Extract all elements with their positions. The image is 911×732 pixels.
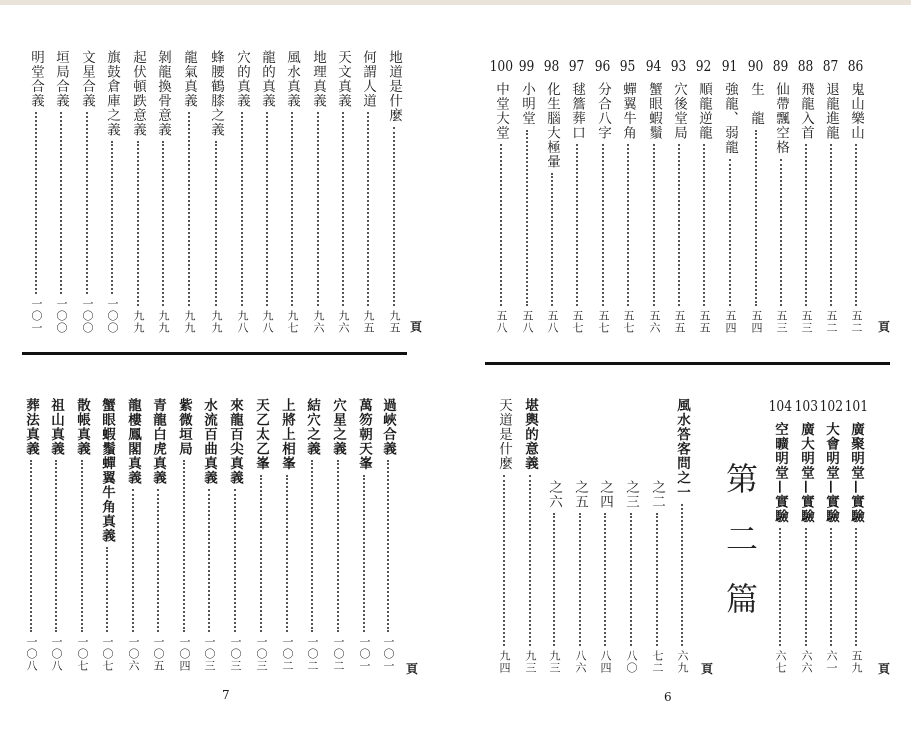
toc-entry-title: 生 龍 — [748, 82, 764, 126]
toc-entry-page: 一〇二 — [281, 636, 294, 672]
toc-entry — [122, 398, 144, 672]
toc-entry-title: 之四 — [597, 480, 613, 509]
toc-entry — [224, 398, 246, 672]
toc-entry — [25, 50, 47, 334]
toc-entry-title: 天乙太乙峯 — [253, 398, 269, 471]
toc-entry — [769, 398, 791, 674]
toc-entry-page: 一〇〇 — [106, 298, 119, 334]
dot-leader — [830, 144, 832, 306]
toc-entry — [45, 398, 67, 672]
toc-entry — [490, 58, 512, 334]
toc-entry-page: 九六 — [337, 310, 350, 334]
dot-leader — [678, 144, 680, 306]
toc-entry-number: 99 — [519, 57, 535, 75]
dot-leader — [656, 513, 658, 646]
dot-leader — [387, 460, 389, 632]
toc-entry-page: 六九 — [676, 650, 689, 674]
toc-entry-number: 92 — [696, 57, 712, 75]
toc-entry — [646, 480, 668, 674]
toc-entry — [671, 398, 693, 674]
toc-entry — [50, 50, 72, 334]
toc-entry-title: 結穴之義 — [304, 398, 320, 456]
toc-entry-page: 六一 — [825, 650, 838, 674]
toc-entry — [147, 398, 169, 672]
toc-entry-page: 一〇八 — [25, 636, 38, 672]
toc-entry-page: 九三 — [524, 650, 537, 674]
toc-entry-page: 一〇四 — [178, 636, 191, 672]
toc-entry-title: 分合八字 — [595, 82, 611, 140]
toc-entry-title: 廣大明堂—實驗 — [798, 422, 814, 524]
toc-entry — [820, 58, 842, 334]
toc-entry-number: 88 — [798, 57, 814, 75]
toc-entry-title: 大會明堂—實驗 — [823, 422, 839, 524]
toc-entry-page: 五八 — [495, 310, 508, 334]
toc-entry — [541, 58, 563, 334]
toc-entry-page: 六七 — [774, 650, 787, 674]
toc-entry-title: 明堂合義 — [28, 50, 44, 108]
divider-right — [485, 362, 890, 365]
toc-entry — [795, 398, 817, 674]
toc-entry-title: 文星合義 — [79, 50, 95, 108]
dot-leader — [183, 460, 185, 632]
toc-entry — [566, 58, 588, 334]
toc-entry-page: 一〇一 — [358, 636, 371, 672]
toc-entry-page: 五七 — [571, 310, 584, 334]
toc-entry — [20, 398, 42, 672]
toc-entry — [357, 50, 379, 334]
folio-left: 7 — [222, 688, 230, 702]
toc-entry — [668, 58, 690, 334]
dot-leader — [627, 144, 629, 306]
toc-entry-title: 空曠明堂—實驗 — [772, 422, 788, 524]
toc-entry — [96, 398, 118, 672]
toc-entry-number: 94 — [646, 57, 662, 75]
toc-entry-number: 104 — [768, 397, 792, 415]
dot-leader — [157, 489, 159, 632]
toc-entry-title: 順龍逆龍 — [696, 82, 712, 140]
dot-leader — [830, 528, 832, 647]
toc-entry — [178, 50, 200, 334]
toc-entry-title: 天文真義 — [335, 50, 351, 108]
toc-entry-page: 九六 — [312, 310, 325, 334]
toc-entry — [383, 50, 405, 334]
toc-entry-page: 一〇五 — [152, 636, 165, 672]
toc-entry-page: 五二 — [850, 310, 863, 334]
dot-leader — [86, 112, 88, 294]
toc-entry-page: 五六 — [648, 310, 661, 334]
toc-entry-page: 一〇七 — [101, 636, 114, 672]
toc-entry-page: 一〇三 — [229, 636, 242, 672]
toc-entry-title: 天道是什麼 — [496, 398, 512, 471]
toc-entry-title: 化生腦大極暈 — [544, 82, 560, 169]
dot-leader — [35, 112, 37, 294]
toc-entry — [71, 398, 93, 672]
dot-leader — [30, 460, 32, 632]
dot-leader — [551, 173, 553, 306]
page-label-bottom-right: 頁 — [877, 662, 890, 676]
toc-entry-title: 之五 — [572, 480, 588, 509]
toc-entry-number: 96 — [595, 57, 611, 75]
toc-entry-title: 之六 — [546, 480, 562, 509]
toc-entry-title: 退龍進龍 — [823, 82, 839, 140]
toc-entry-title: 過峽合義 — [380, 398, 396, 456]
toc-entry-number: 90 — [748, 57, 764, 75]
toc-entry — [795, 58, 817, 334]
toc-entry — [353, 398, 375, 672]
toc-entry-page: 九九 — [157, 310, 170, 334]
page-label-bottom-mid: 頁 — [700, 662, 713, 676]
toc-entry-number: 101 — [844, 397, 868, 415]
dot-leader — [286, 475, 288, 633]
toc-entry-page: 一〇二 — [306, 636, 319, 672]
toc-entry-number: 93 — [671, 57, 687, 75]
toc-entry-page: 九五 — [388, 310, 401, 334]
toc-entry — [643, 58, 665, 334]
toc-entry-title: 何謂人道 — [360, 50, 376, 108]
toc-entry-title: 起伏頓跌意義 — [130, 50, 146, 137]
toc-entry-page: 九九 — [183, 310, 196, 334]
toc-entry-page: 九三 — [548, 650, 561, 674]
toc-entry — [845, 398, 867, 674]
toc-entry-number: 98 — [544, 57, 560, 75]
toc-entry — [205, 50, 227, 334]
dot-leader — [805, 144, 807, 306]
toc-entry — [569, 480, 591, 674]
toc-entry-title: 散帳真義 — [74, 398, 90, 456]
toc-entry-page: 一〇一 — [30, 298, 43, 334]
toc-entry — [745, 58, 767, 334]
toc-entry — [516, 58, 538, 334]
toc-entry — [770, 58, 792, 334]
toc-entry-title: 小明堂 — [519, 82, 535, 126]
toc-entry-title: 廣聚明堂—實驗 — [848, 422, 864, 524]
toc-entry-number: 91 — [722, 57, 738, 75]
toc-entry-title: 蟹眼蝦鬚蟬翼牛角真義 — [99, 398, 115, 543]
toc-entry-title: 之二 — [649, 480, 665, 509]
toc-entry — [543, 480, 565, 674]
dot-leader — [241, 112, 243, 306]
toc-entry-title: 蟹眼蝦鬚 — [646, 82, 662, 140]
toc-entry — [332, 50, 354, 334]
dot-leader — [681, 504, 683, 647]
toc-entry — [519, 398, 541, 674]
dot-leader — [266, 112, 268, 306]
toc-entry-page: 五三 — [800, 310, 813, 334]
toc-entry-page: 五四 — [750, 310, 763, 334]
toc-entry-number: 102 — [819, 397, 843, 415]
toc-entry — [377, 398, 399, 672]
toc-entry-title: 毬簷葬口 — [569, 82, 585, 140]
dot-leader — [291, 112, 293, 306]
dot-leader — [780, 159, 782, 307]
dot-leader — [188, 112, 190, 306]
toc-entry-page: 一〇七 — [76, 636, 89, 672]
toc-entry-title: 龍的真義 — [259, 50, 275, 108]
toc-entry-page: 五五 — [673, 310, 686, 334]
toc-entry-page: 九八 — [236, 310, 249, 334]
dot-leader — [132, 489, 134, 632]
toc-entry-title: 龍樓鳳閣真義 — [125, 398, 141, 485]
dot-leader — [234, 489, 236, 632]
toc-entry-page: 一〇三 — [255, 636, 268, 672]
toc-entry-page: 七二 — [651, 650, 664, 674]
toc-entry-page: 九四 — [498, 650, 511, 674]
toc-entry — [845, 58, 867, 334]
dot-leader — [855, 528, 857, 647]
toc-entry — [592, 58, 614, 334]
dot-leader — [630, 513, 632, 646]
dot-leader — [703, 144, 705, 306]
toc-entry-title: 青龍白虎真義 — [150, 398, 166, 485]
toc-entry-page: 五二 — [825, 310, 838, 334]
toc-entry-title: 旗鼓倉庫之義 — [104, 50, 120, 137]
toc-entry-title: 穴星之義 — [330, 398, 346, 456]
dot-leader — [579, 513, 581, 646]
dot-leader — [729, 159, 731, 307]
dot-leader — [805, 528, 807, 647]
dot-leader — [526, 130, 528, 307]
toc-entry — [173, 398, 195, 672]
toc-entry-title: 來龍百尖真義 — [227, 398, 243, 485]
dot-leader — [363, 475, 365, 633]
page-label-top-right: 頁 — [877, 320, 890, 334]
toc-entry-number: 97 — [569, 57, 585, 75]
page-label-bottom-left: 頁 — [405, 662, 418, 676]
toc-entry-page: 一〇〇 — [81, 298, 94, 334]
toc-entry — [327, 398, 349, 672]
toc-entry-title: 祖山真義 — [48, 398, 64, 456]
dot-leader — [111, 141, 113, 294]
toc-entry — [276, 398, 298, 672]
toc-entry — [820, 398, 842, 674]
dot-leader — [260, 475, 262, 633]
toc-entry-page: 八六 — [574, 650, 587, 674]
dot-leader — [367, 112, 369, 306]
dot-leader — [500, 144, 502, 306]
dot-leader — [162, 141, 164, 306]
toc-entry-title: 垣局合義 — [53, 50, 69, 108]
toc-entry-page: 五九 — [850, 650, 863, 674]
dot-leader — [653, 144, 655, 306]
toc-entry-title: 紫微垣局 — [176, 398, 192, 456]
toc-entry — [198, 398, 220, 672]
dot-leader — [755, 130, 757, 307]
toc-entry — [231, 50, 253, 334]
dot-leader — [215, 141, 217, 306]
toc-entry-page: 一〇〇 — [55, 298, 68, 334]
toc-entry-page: 五四 — [724, 310, 737, 334]
toc-entry — [493, 398, 515, 674]
toc-entry — [152, 50, 174, 334]
toc-entry-page: 五七 — [622, 310, 635, 334]
toc-entry-title: 龍氣真義 — [181, 50, 197, 108]
divider-left — [22, 352, 407, 355]
dot-leader — [81, 460, 83, 632]
page-label-top-left: 頁 — [409, 320, 422, 334]
toc-entry-page: 六六 — [800, 650, 813, 674]
toc-entry-page: 五三 — [775, 310, 788, 334]
dot-leader — [779, 528, 781, 647]
toc-entry-page: 八四 — [599, 650, 612, 674]
toc-entry-title: 風水答客問之一 — [674, 398, 690, 500]
toc-entry-page: 九九 — [132, 310, 145, 334]
toc-entry-page: 一〇八 — [50, 636, 63, 672]
toc-entry-page: 九九 — [210, 310, 223, 334]
dot-leader — [137, 141, 139, 306]
toc-entry — [307, 50, 329, 334]
dot-leader — [106, 547, 108, 632]
toc-entry-page: 五五 — [698, 310, 711, 334]
toc-entry-title: 葬法真義 — [23, 398, 39, 456]
toc-entry-title: 穴的真義 — [234, 50, 250, 108]
toc-entry — [594, 480, 616, 674]
toc-entry-number: 100 — [489, 57, 513, 75]
toc-entry — [719, 58, 741, 334]
dot-leader — [503, 475, 505, 647]
toc-entry-title: 飛龍入首 — [798, 82, 814, 140]
toc-entry-title: 蜂腰鶴膝之義 — [208, 50, 224, 137]
toc-entry-page: 九八 — [261, 310, 274, 334]
toc-entry-title: 強龍、弱龍 — [722, 82, 738, 155]
toc-entry — [281, 50, 303, 334]
toc-entry — [693, 58, 715, 334]
toc-entry-page: 五七 — [597, 310, 610, 334]
toc-entry-title: 蟬翼牛角 — [620, 82, 636, 140]
dot-leader — [553, 513, 555, 646]
toc-entry — [76, 50, 98, 334]
chapter-title: 第二篇 — [721, 462, 759, 642]
dot-leader — [602, 144, 604, 306]
toc-entry-page: 五八 — [546, 310, 559, 334]
toc-entry-title: 風水真義 — [284, 50, 300, 108]
dot-leader — [855, 144, 857, 306]
toc-entry-title: 中堂大堂 — [493, 82, 509, 140]
toc-entry-title: 水流百曲真義 — [201, 398, 217, 485]
toc-entry-page: 五八 — [521, 310, 534, 334]
toc-entry-page: 一〇二 — [332, 636, 345, 672]
toc-entry-title: 地道是什麼 — [386, 50, 402, 123]
dot-leader — [393, 127, 395, 307]
toc-entry-title: 穴後堂局 — [671, 82, 687, 140]
toc-entry-number: 103 — [794, 397, 818, 415]
toc-entry — [101, 50, 123, 334]
toc-entry-number: 89 — [773, 57, 789, 75]
toc-entry-title: 之三 — [623, 480, 639, 509]
toc-entry-title: 地理真義 — [310, 50, 326, 108]
dot-leader — [60, 112, 62, 294]
dot-leader — [576, 144, 578, 306]
toc-entry-page: 一〇一 — [382, 636, 395, 672]
dot-leader — [604, 513, 606, 646]
toc-entry-page: 九五 — [362, 310, 375, 334]
toc-entry-page: 八〇 — [625, 650, 638, 674]
toc-entry-page: 一〇六 — [127, 636, 140, 672]
toc-entry-title: 堪輿的意義 — [522, 398, 538, 471]
toc-entry — [620, 480, 642, 674]
toc-entry-title: 萬笏朝天峯 — [356, 398, 372, 471]
toc-entry — [127, 50, 149, 334]
toc-entry — [250, 398, 272, 672]
toc-entry-title: 剝龍換骨意義 — [155, 50, 171, 137]
toc-entry — [301, 398, 323, 672]
dot-leader — [311, 460, 313, 632]
folio-right: 6 — [664, 690, 672, 704]
dot-leader — [55, 460, 57, 632]
toc-entry — [256, 50, 278, 334]
toc-entry-title: 上將上相峯 — [279, 398, 295, 471]
toc-entry-title: 鬼山樂山 — [848, 82, 864, 140]
top-border — [0, 0, 911, 5]
dot-leader — [208, 489, 210, 632]
dot-leader — [337, 460, 339, 632]
toc-entry — [617, 58, 639, 334]
toc-entry-page: 一〇三 — [203, 636, 216, 672]
dot-leader — [317, 112, 319, 306]
toc-entry-page: 九七 — [286, 310, 299, 334]
toc-entry-number: 95 — [620, 57, 636, 75]
toc-entry-number: 87 — [823, 57, 839, 75]
toc-entry-title: 仙帶飄空格 — [773, 82, 789, 155]
toc-entry-number: 86 — [848, 57, 864, 75]
dot-leader — [529, 475, 531, 647]
dot-leader — [342, 112, 344, 306]
